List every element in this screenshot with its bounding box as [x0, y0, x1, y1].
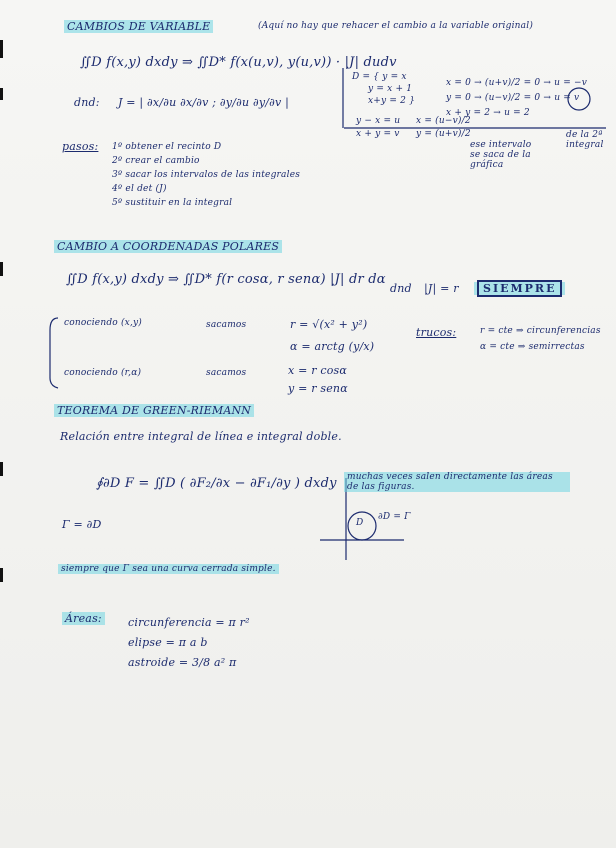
area-item: astroide = 3/8 a² π: [128, 656, 237, 669]
boundary-label: ∂D = Γ: [378, 512, 411, 522]
r-definition: r = √(x² + y²): [290, 318, 368, 331]
step-item: 2º crear el cambio: [112, 156, 200, 166]
polar-formula: ∬D f(x,y) dxdy ⇒ ∬D* f(r cosα, r senα) |J| dr dα: [66, 272, 386, 287]
section-note: (Aquí no hay que rehacer el cambio a la variable original): [258, 21, 534, 31]
brace: [50, 318, 58, 388]
jacobian-polar: |J| = r: [424, 282, 459, 295]
areas-label: Áreas:: [62, 612, 105, 625]
step-item: 4º el det (J): [112, 184, 167, 194]
polar-get: sacamos: [206, 368, 247, 378]
region-label: D: [356, 518, 364, 528]
x-definition: x = r cosα: [288, 364, 348, 377]
alpha-definition: α = arctg (y/x): [290, 340, 375, 353]
side-note: ese intervalo se saca de la gráfica: [470, 140, 532, 170]
donde-label: dnd: [390, 282, 412, 295]
section-title: CAMBIO A COORDENADAS POLARES: [54, 240, 282, 253]
step-item: 3º sacar los intervalos de las integrales: [112, 170, 301, 180]
jacobian: J = | ∂x/∂u ∂x/∂v ; ∂y/∂u ∂y/∂v |: [118, 96, 290, 109]
boundary-map: x + y = 2 → u = 2: [446, 108, 530, 118]
tricks-label: trucos:: [416, 326, 457, 339]
area-item: elipse = π a b: [128, 636, 208, 649]
side-note: de la 2ª integral: [566, 130, 604, 150]
donde-label: dnd:: [74, 96, 100, 109]
trick-item: α = cte ⇒ semirrectas: [480, 342, 585, 352]
change-of-variable-formula: ∬D f(x,y) dxdy ⇒ ∬D* f(x(u,v), y(u,v)) · |J| dudv: [80, 55, 397, 70]
polar-known: conociendo (x,y): [64, 318, 142, 328]
uv-def: y = (u+v)/2: [416, 129, 471, 139]
polar-get: sacamos: [206, 320, 247, 330]
siempre-badge: [474, 282, 565, 295]
step-item: 5º sustituir en la integral: [112, 198, 233, 208]
condition-note: siempre que Γ sea una curva cerrada simple.: [58, 564, 279, 574]
section-title: TEOREMA DE GREEN-RIEMANN: [54, 404, 254, 417]
region-system: x+y = 2 }: [368, 96, 416, 106]
y-definition: y = r senα: [288, 382, 348, 395]
polar-known: conociendo (r,α): [64, 368, 142, 378]
steps-label: pasos:: [62, 140, 99, 153]
gamma-def: Γ = ∂D: [62, 518, 102, 531]
siempre-text: SIEMPRE: [477, 280, 562, 297]
trick-item: r = cte ⇒ circunferencias: [480, 326, 601, 336]
green-formula: ∮∂D F = ∬D ( ∂F₂/∂x − ∂F₁/∂y ) dxdy: [96, 476, 337, 491]
uv-def: y − x = u: [356, 116, 401, 126]
step-item: 1º obtener el recinto D: [112, 142, 222, 152]
side-note: muchas veces salen directamente las áreas de las figuras.: [344, 472, 570, 492]
uv-def: x + y = v: [356, 129, 400, 139]
uv-def: x = (u−v)/2: [416, 116, 471, 126]
boundary-map: y = 0 → (u−v)/2 = 0 → u = v: [446, 93, 580, 103]
section-title: CAMBIOS DE VARIABLE: [64, 20, 213, 33]
area-item: circunferencia = π r²: [128, 616, 250, 629]
boundary-map: x = 0 → (u+v)/2 = 0 → u = −v: [446, 78, 588, 88]
region-system: y = x + 1: [368, 84, 413, 94]
section-subtitle: Relación entre integral de línea e integral doble.: [60, 430, 342, 443]
region-system: D = { y = x: [352, 72, 407, 82]
